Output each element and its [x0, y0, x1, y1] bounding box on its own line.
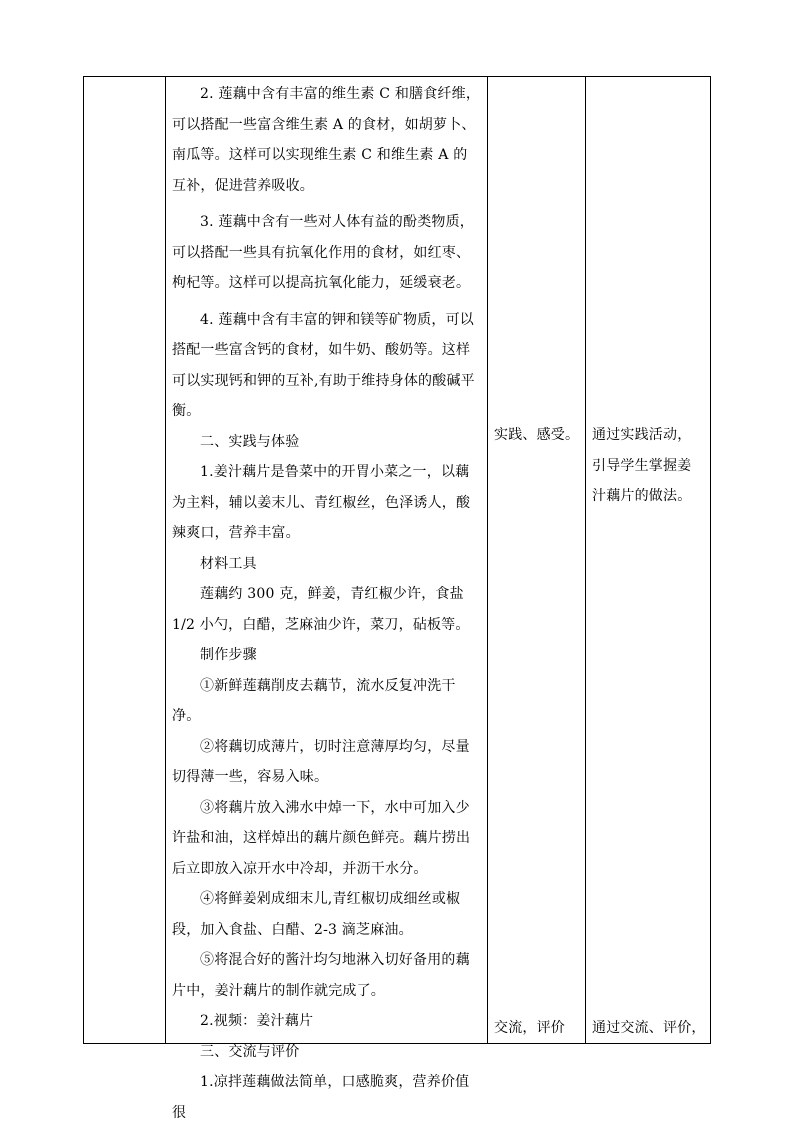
step-item: ④将鲜姜剁成细末儿,青红椒切成细丝或椒段，加入食盐、白醋、2-3 滴芝麻油。: [172, 891, 461, 938]
teaching-content-column: [166, 77, 487, 1121]
video-item: 2.视频：姜汁藕片: [200, 1013, 314, 1029]
content-paragraph: 4. 莲藕中含有丰富的钾和镁等矿物质，可以搭配一些富含钙的食材，如牛奶、酸奶等。这样可以实现钙和钾的互补,有助于维持身体的酸碱平衡。: [172, 311, 475, 419]
lesson-table: [83, 76, 711, 1121]
intent-practice: 通过实践活动，引导学生掌握姜汁藕片的做法。: [592, 427, 692, 504]
activity-exchange: 交流，评价: [494, 1020, 565, 1036]
step-item: ①新鲜莲藕削皮去藕节，流水反复冲洗干净。: [172, 677, 456, 724]
section-heading: 三、交流与评价: [200, 1043, 300, 1060]
student-activity-column: [488, 77, 585, 1043]
subheading: 制作步骤: [200, 647, 257, 663]
activity-practice: 实践、感受。: [494, 427, 580, 443]
content-paragraph: 1.姜汁藕片是鲁菜中的开胃小菜之一，以藕为主料，辅以姜末儿、青红椒丝，色泽诱人，酸辣爽口，营养丰富。: [172, 464, 471, 541]
step-item: ③将藕片放入沸水中焯一下，水中可加入少许盐和油，这样焯出的藕片颜色鲜亮。藕片捞出后立即放入凉开水中冷却，并沥干水分。: [172, 799, 471, 877]
step-item: ②将藕切成薄片，切时注意薄厚均匀，尽量切得薄一些，容易入味。: [172, 738, 470, 785]
content-paragraph: 莲藕约 300 克，鲜姜，青红椒少许，食盐 1/2 小勺，白醋，芝麻油少许，菜刀，砧板等。: [172, 586, 470, 633]
content-paragraph: 1.凉拌莲藕做法简单，口感脆爽，营养价值很: [172, 1074, 470, 1121]
step-item: ⑤将混合好的酱汁均匀地淋入切好备用的藕片中，姜汁藕片的制作就完成了。: [172, 952, 470, 999]
subheading: 材料工具: [200, 555, 257, 572]
section-heading: 二、实践与体验: [200, 433, 300, 450]
content-paragraph: 2. 莲藕中含有丰富的维生素 C 和膳食纤维，可以搭配一些富含维生素 A 的食材，如胡萝卜、南瓜等。这样可以实现维生素 C 和维生素 A 的互补，促进营养吸收。: [172, 86, 481, 194]
design-intent-column: [586, 77, 710, 1043]
content-paragraph: 3. 莲藕中含有一些对人体有益的酚类物质，可以搭配一些具有抗氧化作用的食材，如红枣、枸杞等。这样可以提高抗氧化能力，延缓衰老。: [172, 214, 475, 291]
column-1: [84, 77, 165, 1043]
intent-exchange: 通过交流、评价，: [592, 1020, 706, 1036]
